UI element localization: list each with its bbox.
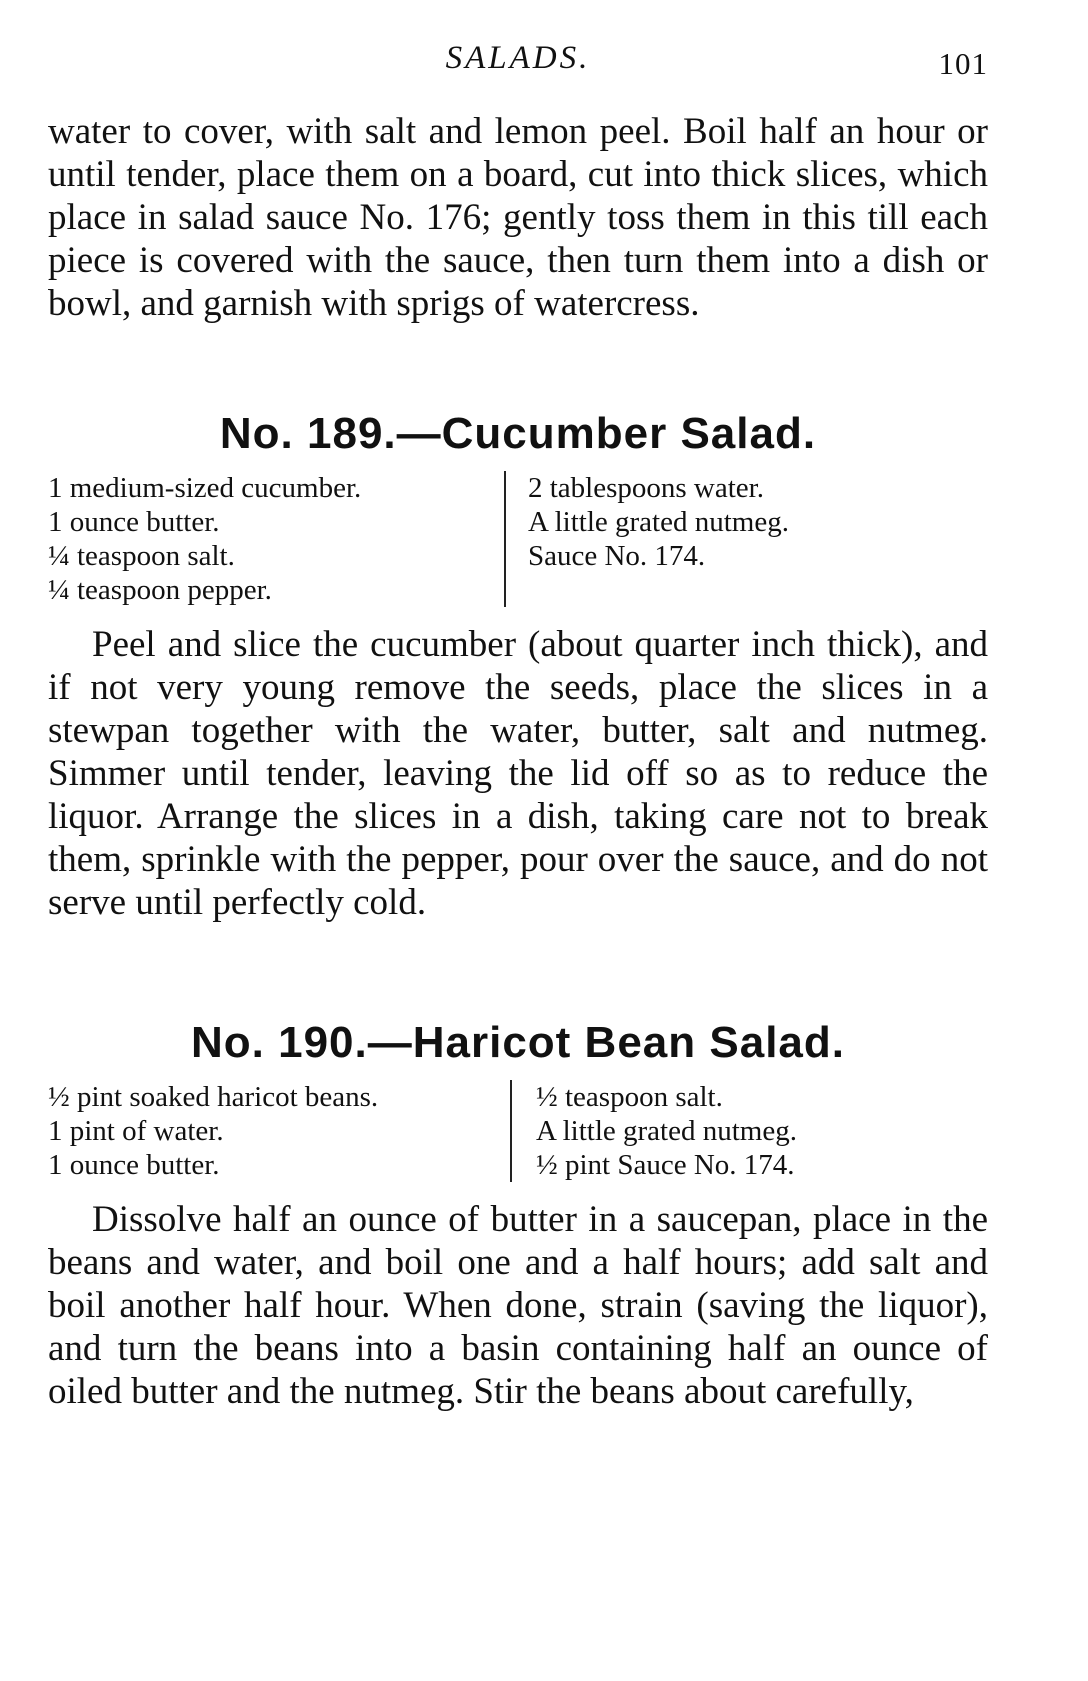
ingredient-item: A little grated nutmeg.: [528, 506, 789, 538]
ingredient-item: A little grated nutmeg.: [536, 1115, 797, 1147]
ingredient-item: 1 ounce butter.: [48, 1149, 220, 1181]
ingredient-column-left: [48, 471, 504, 607]
ingredient-item: ½ pint soaked haricot beans.: [48, 1081, 379, 1113]
ingredient-list-190: [48, 1080, 988, 1182]
method-paragraph-190: Dissolve half an ounce of butter in a saucepan, place in the beans and water, and boil one and a half hours; add salt and boil another half hour. When done, strain (saving the liquor), and turn the beans into a basin containing half an ounce of oiled butter and the nutmeg. Stir the beans about carefully,: [48, 1199, 988, 1412]
intro-paragraph: water to cover, with salt and lemon peel. Boil half an hour or until tender, place them on a board, cut into thick slices, which place in salad sauce No. 176; gently toss them in this till each piece is covered with the sauce, then turn them into a dish or bowl, and garnish with sprigs of watercress.: [48, 111, 988, 324]
running-title: SALADS.: [445, 40, 591, 76]
ingredient-item: ½ pint Sauce No. 174.: [536, 1149, 795, 1181]
ingredient-item: 1 medium-sized cucumber.: [48, 472, 362, 504]
running-header: [48, 40, 988, 84]
ingredient-item: Sauce No. 174.: [528, 540, 706, 572]
ingredient-column-right: [504, 471, 789, 607]
book-page: [48, 40, 988, 1413]
page-number: 101: [938, 46, 988, 81]
ingredient-item: 2 tablespoons water.: [528, 472, 764, 504]
ingredient-item: ¼ teaspoon pepper.: [48, 574, 272, 606]
ingredient-item: ¼ teaspoon salt.: [48, 540, 235, 572]
recipe-heading-189: No. 189.—Cucumber Salad.: [219, 409, 817, 458]
ingredient-item: 1 pint of water.: [48, 1115, 224, 1147]
ingredient-column-left: [48, 1080, 510, 1182]
method-paragraph-189: Peel and slice the cucumber (about quarter inch thick), and if not very young remove the seeds, place the slices in a stewpan together with the water, butter, salt and nutmeg. Simmer until tender, leaving the lid off so as to reduce the liquor. Arrange the slices in a dish, taking care not to break them, sprinkle with the pepper, pour over the sauce, and do not serve until perfectly cold.: [48, 624, 988, 923]
ingredient-column-right: [510, 1080, 797, 1182]
ingredient-item: 1 ounce butter.: [48, 506, 220, 538]
ingredient-list-189: [48, 471, 988, 607]
ingredient-item: ½ teaspoon salt.: [536, 1081, 723, 1113]
recipe-heading-190: No. 190.—Haricot Bean Salad.: [191, 1018, 845, 1067]
